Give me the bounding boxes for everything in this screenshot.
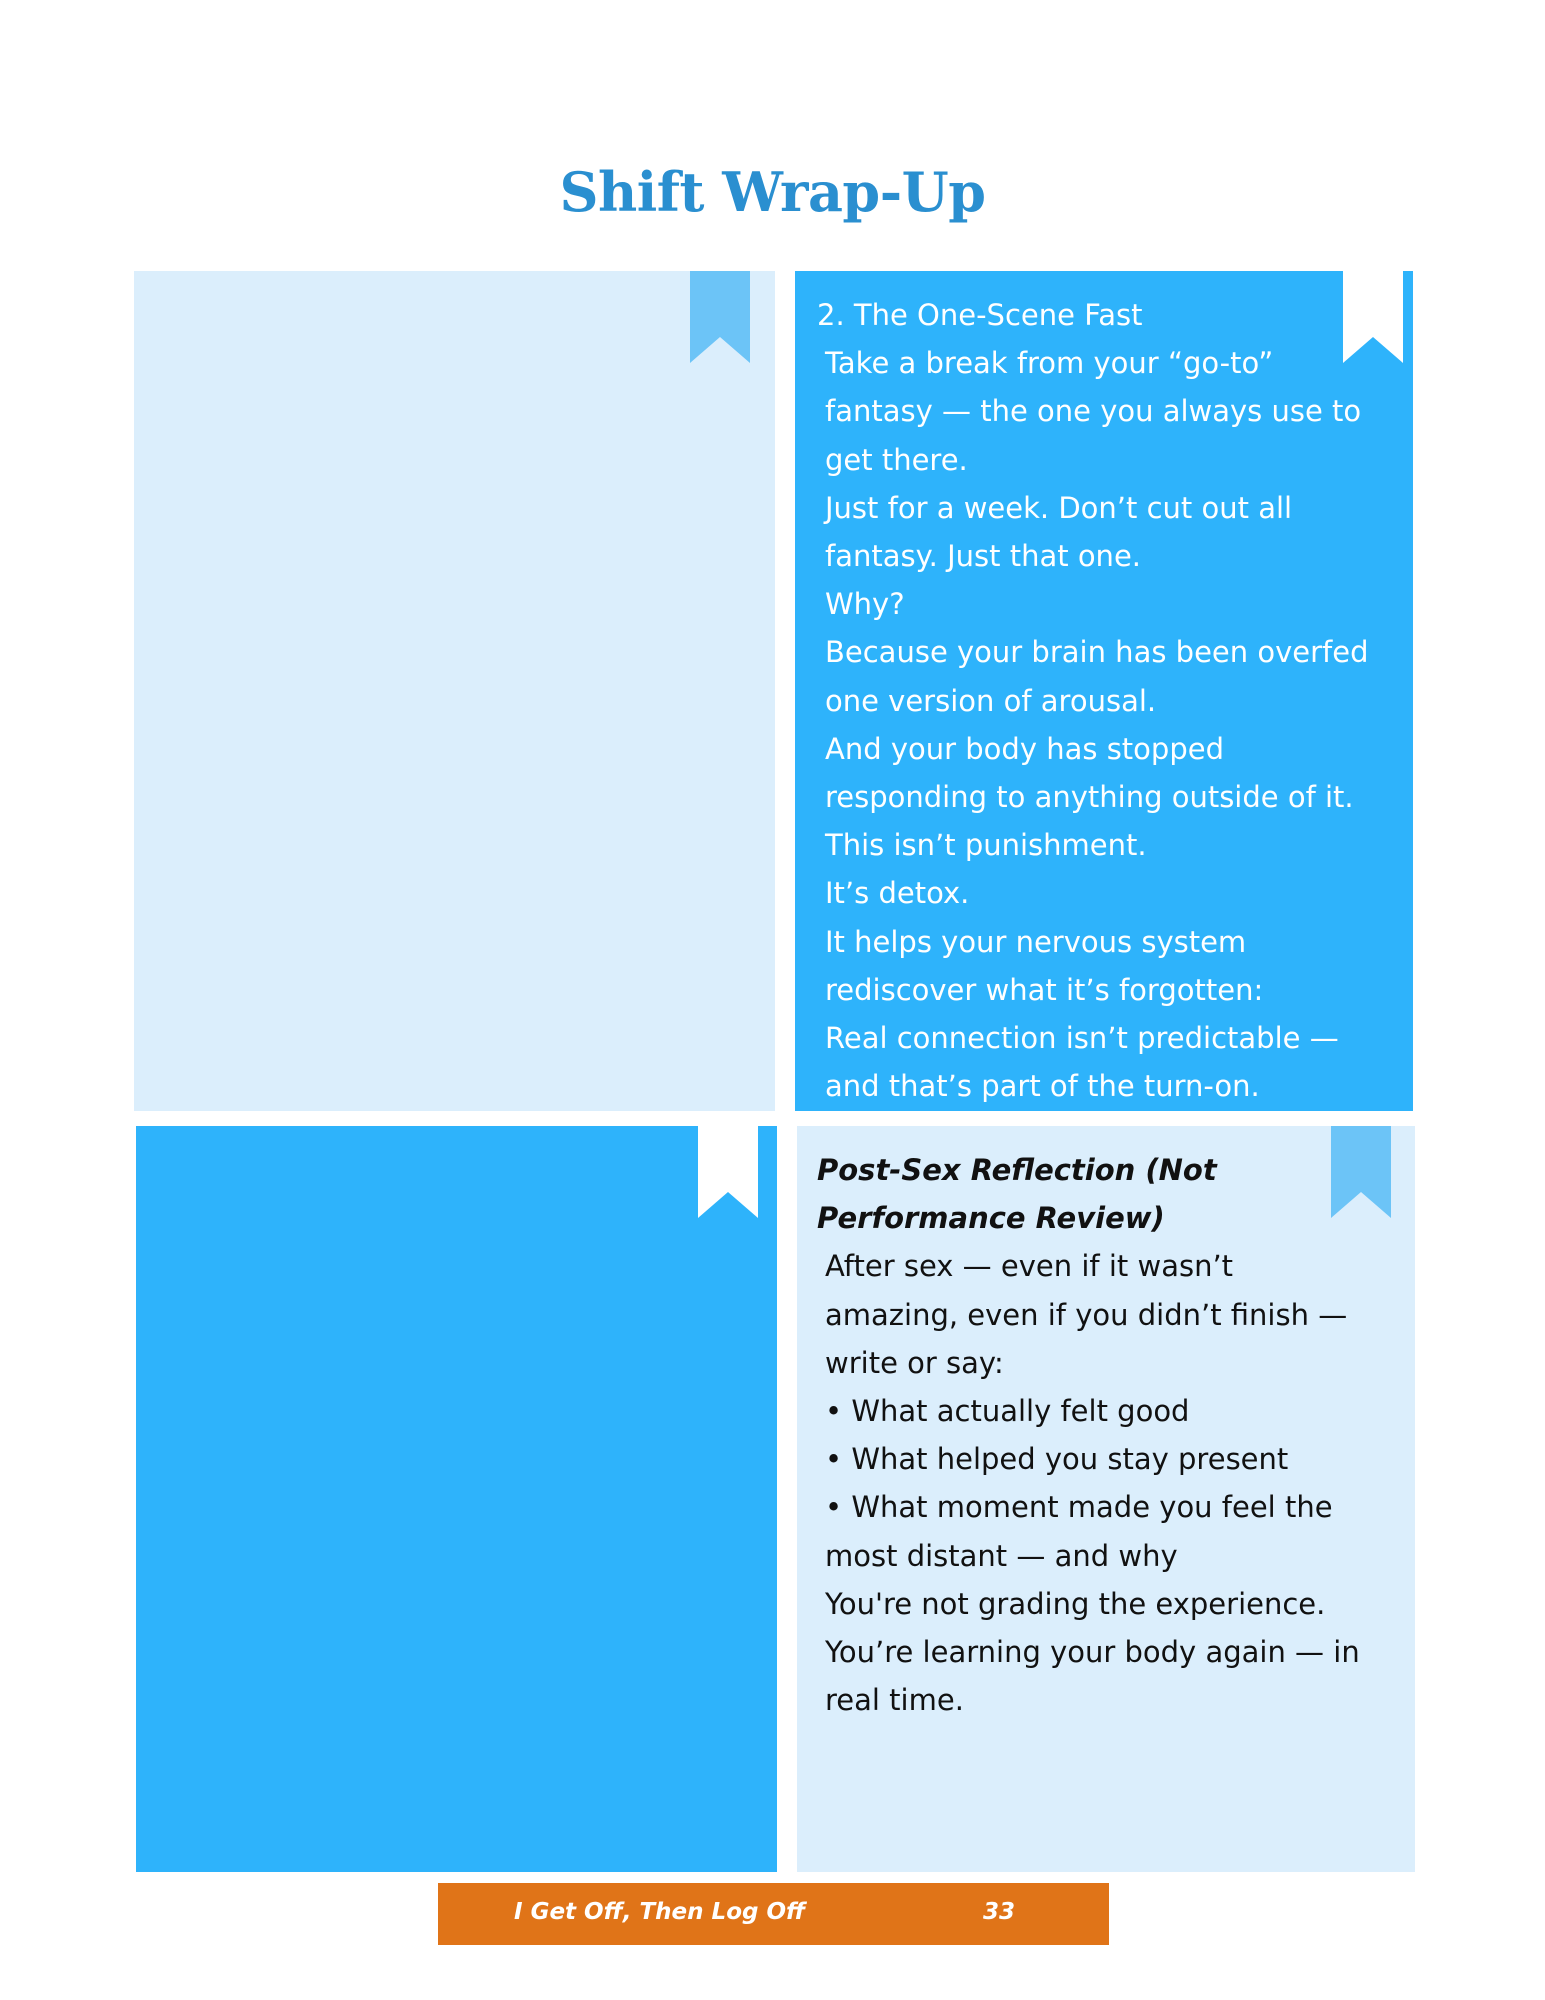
text-line: Real connection isn’t predictable — and that’s part of the turn-on. [825,1021,1339,1104]
text-line: Because your brain has been overfed one version of arousal. [825,635,1369,718]
text-line: It helps your nervous system rediscover what it’s forgotten: [825,924,1264,1007]
bookmark-ribbon-icon [698,1126,758,1218]
book-title: I Get Off, Then Log Off [514,1899,806,1925]
bookmark-ribbon-icon [690,271,750,363]
text-line: Why? [825,587,905,622]
page-title: Shift Wrap-Up [559,160,986,224]
text-line: And your body has stopped responding to anything outside of it. [825,731,1354,815]
bullet-item: • What actually felt good [825,1394,1190,1429]
text-line: It’s detox. [825,876,970,911]
text-line: This isn’t punishment. [825,828,1147,863]
bullet-item: • What helped you stay present [825,1442,1289,1477]
post-sex-reflection-text [817,1146,1375,1724]
panel-post-sex-reflection [797,1126,1415,1872]
panel-top-left [134,271,775,1111]
text-line: Just for a week. Don’t cut out all fantasy. Just that one. [825,490,1293,574]
text-line: Take a break from your “go-to” fantasy — the one you always use to get there. [825,346,1362,477]
text-line: You’re learning your body again — in real time. [825,1635,1360,1718]
section-heading: Post-Sex Reflection (Not Performance Review) [817,1153,1217,1236]
panel-bottom-left [136,1126,777,1872]
bullet-item: • What moment made you feel the most distant — and why [825,1490,1333,1573]
panel-one-scene-fast [795,271,1413,1111]
text-line: You're not grading the experience. [825,1586,1326,1621]
text-line: After sex — even if it wasn’t amazing, even if you didn’t finish — write or say: [825,1249,1348,1380]
page-number: 33 [983,1899,1016,1925]
page-footer [438,1883,1109,1945]
one-scene-fast-text [817,291,1387,1110]
section-title: 2. The One-Scene Fast [817,298,1143,332]
